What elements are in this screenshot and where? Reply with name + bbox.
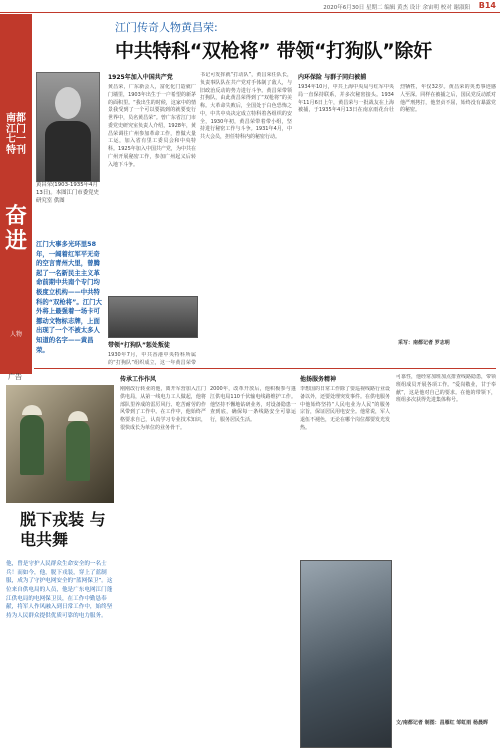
article-credit: 采写：南都记者 罗志明 bbox=[398, 340, 450, 346]
article-column-3: 1934年10月，中共上海中央局与红军中央局一直保持联系，并多次秘密接头。1934年11月6日上午，黄昌荣与一批战友在上海被捕，于1935年4月13日在南京雨花台壮烈牺牲，年仅32岁。黄昌荣的英勇事迹感人至深。同样在被捕之后，国民党反动派对他严刑拷打，他坚贞不屈，始终没有暴露党的秘密。 bbox=[298, 84, 496, 114]
article-subhead-3: 带领“打狗队”惩处叛徒 bbox=[108, 342, 170, 349]
workers-photo bbox=[6, 385, 114, 503]
header-date: 2020年6月30日 星期二 编辑 黄杰 设计 余宙明 校对 谢淑阳 bbox=[323, 5, 470, 11]
band-tag: 人物 bbox=[9, 331, 22, 338]
ad-label: 广告 bbox=[8, 373, 22, 381]
page-header bbox=[0, 0, 500, 13]
article-headline: 中共特科“双枪将” 带领“打狗队”除奸 bbox=[115, 40, 432, 62]
feature-subhead-1: 传承工作作风 bbox=[120, 376, 157, 383]
feature-subhead-2: 他扬服务精神 bbox=[300, 376, 337, 383]
section-band bbox=[0, 14, 32, 374]
feature-title: 脱下戎装 与电共舞 bbox=[20, 510, 106, 549]
article-kicker: 江门传奇人物黄昌荣: bbox=[115, 21, 218, 34]
feature-column-3: 李想国的日常工作除了要巡视线路行业设备以外，还要处理突发事件。在供电服务中他始终坚持“人民电业为人民”的服务宗旨，保证居民用电安全。他常说，军人退伍不褪色，无论在哪个岗位都要发光发热。 bbox=[300, 386, 390, 431]
article-subhead-1: 1925年加入中国共产党 bbox=[108, 74, 173, 81]
band-big-title: 奋进 bbox=[4, 204, 27, 255]
feature-column-1: 刚刚改行转业的他，离开军营加入江门供电局，从第一线电力工人做起，他将部队里养成的雷厉风行、吃苦耐劳的作风带到了工作中。在工作中，他始终严格要求自己，认真学习专业技术知识，很快成长为单位的业务骨干。 bbox=[120, 386, 206, 431]
page-number: B14 bbox=[478, 1, 496, 10]
feature-column-2: 2000年，改革开放后，他积极参与蓬江供电局110千伏输电线路维护工作。他坚持不懈地钻研业务，对设备隐患一查到底，确保每一条线路安全可靠运行，服务居民生活。 bbox=[210, 386, 296, 423]
section-divider bbox=[34, 368, 496, 369]
article-lead: 江门大事多光环里58年，一阔着红军平无奇的空言青州大里，曾腾起了一名新民主主义革命前期中共南个专门均极度立机构——中共特科的“双枪将”。江门大外将上最强着一场卡可挪动文物标志牌，上面出现了一个不被太多人知道的名字——黄昌荣。 bbox=[36, 240, 102, 354]
feature-lead: 他，曾是守护人民群众生命安全的一名士兵！而如今，他，脱下戎装，穿上了蓝制服，成为了守护电网安全的“蓝网保卫”。这位来自供电局的人员，他是广东电网江门蓬江供电局的电网保卫员，在工作中勤恳奉献，将军人作风融入到日常工作中，始终坚持为人民群众提供优质可靠的电力服务。 bbox=[6, 561, 113, 619]
band-title: 南都江门七一特刊 bbox=[6, 113, 26, 156]
article-subhead-2: 内环保险 与群子同归被捕 bbox=[298, 74, 367, 81]
article-column-2: 书记可发挥就“打动队”，黄昌荣任队长，负责事队队在共产党对手体制了敌人，与旧政治反动的势力进行斗争。黄昌荣带领打狗队，由此黄昌荣得到了“双枪将”的美称。大革命失败后，全国处于白色恐怖之中，中共中央决定成立特科着各组织的安全，1930年初，黄昌荣带着带小组，坚持进行秘密工作与斗争。1931年4月，中共大会员，担任特科内的秘密行动。 bbox=[200, 72, 292, 140]
portrait-caption: 黄昌荣(1903-1935年4月13日)。本图江门市委党史研究室 供图 bbox=[36, 182, 99, 204]
feature-credit: 文/南都记者 制图：昌雁红 邹虹雨 杨晨晖 bbox=[396, 720, 489, 726]
article-column-1: 黄昌荣，广东新会人，富化化门造就广门墙里，1903年出生于一户希望的新茅的面积里。“我出生的时候，这家中的情景我受到了一个可以要搞到的就要变行世界中，员名黄昌荣”。曾广东省江门市委党史研究室负责人介绍，1928年，黄昌荣调往广州参加革命工作，曾做大量工运，加入省有里工委员会和中央特科。1925年加入中国共产党，为中共在广州开展秘密工作，参加广州起义后转入地下斗争。 bbox=[108, 84, 196, 168]
worker-photo bbox=[300, 560, 392, 748]
article-column-4: 1930年7月，中共香港中央特科所属的“打狗队”组织成立，这一年黄昌荣带 bbox=[108, 352, 196, 366]
historic-photo bbox=[108, 296, 198, 338]
portrait-photo bbox=[36, 72, 100, 182]
feature-column-4: 可靠性，他经常加班加点排查线路隐患，带领班组成员开展各项工作。“爱岗敬业，甘于奉献”，这是他对自己的要求。在他的带领下，班组多次获得先进集体称号。 bbox=[396, 374, 496, 404]
